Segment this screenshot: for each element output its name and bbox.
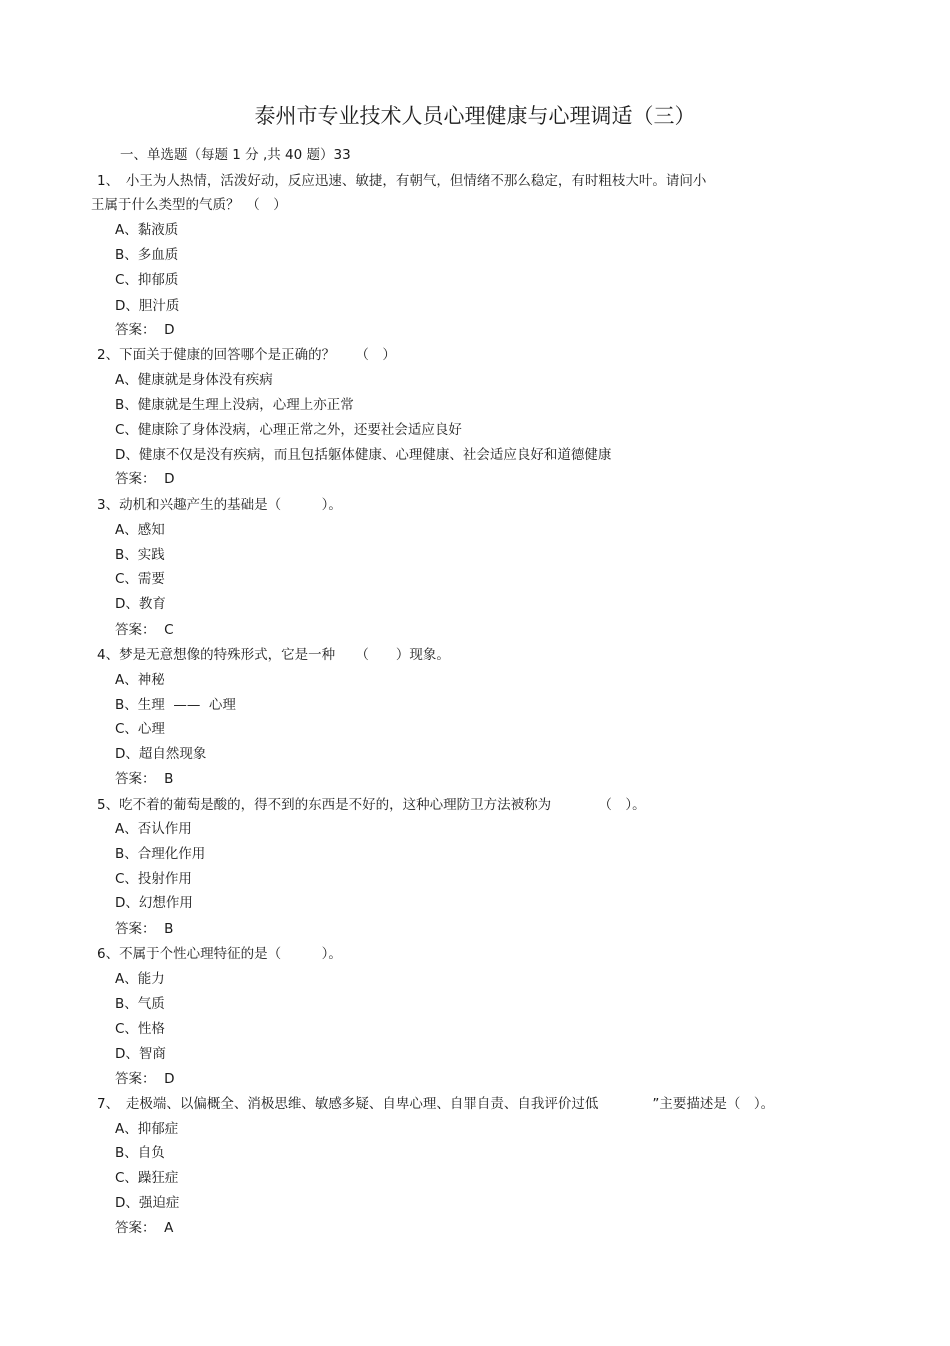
question-3-text: 3、动机和兴趣产生的基础是（ ）。 xyxy=(97,497,342,513)
question-3-option-d: D、教育 xyxy=(115,596,166,612)
question-2-option-a: A、健康就是身体没有疾病 xyxy=(115,372,273,388)
question-4-option-c: C、心理 xyxy=(115,721,165,737)
question-3-option-a: A、感知 xyxy=(115,522,165,538)
question-1-option-a: A、黏液质 xyxy=(115,222,179,238)
question-1-option-d: D、胆汁质 xyxy=(115,298,180,314)
question-5-option-d: D、幻想作用 xyxy=(115,895,193,911)
page-title: 泰州市专业技术人员心理健康与心理调适（三） xyxy=(254,104,696,128)
question-1-option-b: B、多血质 xyxy=(115,247,179,263)
question-5-text: 5、吃不着的葡萄是酸的，得不到的东西是不好的，这种心理防卫方法被称为 （ ）。 xyxy=(97,797,646,813)
question-2-option-d: D、健康不仅是没有疾病，而且包括躯体健康、心理健康、社会适应良好和道德健康 xyxy=(115,447,612,463)
question-5-option-b: B、合理化作用 xyxy=(115,846,206,862)
question-4-option-b: B、生理 —— 心理 xyxy=(115,697,236,713)
question-7-option-b: B、自负 xyxy=(115,1145,165,1161)
question-6-text: 6、不属于个性心理特征的是（ ）。 xyxy=(97,946,342,962)
question-2-option-c: C、健康除了身体没病，心理正常之外，还要社会适应良好 xyxy=(115,422,462,438)
question-5-answer: 答案： B xyxy=(115,921,174,937)
question-1-answer: 答案： D xyxy=(115,322,175,338)
question-3-answer: 答案： C xyxy=(115,622,174,638)
question-3-option-c: C、需要 xyxy=(115,571,165,587)
question-2-text: 2、下面关于健康的回答哪个是正确的？ （ ） xyxy=(97,347,396,363)
question-4-answer: 答案： B xyxy=(115,771,174,787)
question-7-option-a: A、抑郁症 xyxy=(115,1121,179,1137)
question-2-option-b: B、健康就是生理上没病，心理上亦正常 xyxy=(115,397,354,413)
question-7-option-d: D、强迫症 xyxy=(115,1195,180,1211)
question-4-option-a: A、神秘 xyxy=(115,672,165,688)
question-3-option-b: B、实践 xyxy=(115,547,165,563)
question-1-text-line-1: 1、 小王为人热情，活泼好动，反应迅速、敏捷，有朝气，但情绪不那么稳定，有时粗枝大叶。请问小 xyxy=(97,173,707,189)
question-1-option-c: C、抑郁质 xyxy=(115,272,179,288)
question-6-answer: 答案： D xyxy=(115,1071,175,1087)
question-7-option-c: C、躁狂症 xyxy=(115,1170,179,1186)
question-4-text: 4、梦是无意想像的特殊形式，它是一种 （ ）现象。 xyxy=(97,647,450,663)
question-6-option-d: D、智商 xyxy=(115,1046,166,1062)
section-heading: 一、单选题（每题 1 分 ,共 40 题）33 xyxy=(120,147,351,163)
question-1-text-line-2: 王属于什么类型的气质？ （ ） xyxy=(91,197,287,213)
question-7-text: 7、 走极端、以偏概全、消极思维、敏感多疑、自卑心理、自罪自责、自我评价过低 ”主要描述是（ ）。 xyxy=(97,1096,775,1112)
question-7-answer: 答案： A xyxy=(115,1220,174,1236)
question-5-option-a: A、否认作用 xyxy=(115,821,192,837)
question-4-option-d: D、超自然现象 xyxy=(115,746,207,762)
question-6-option-c: C、性格 xyxy=(115,1021,165,1037)
question-5-option-c: C、投射作用 xyxy=(115,871,192,887)
question-2-answer: 答案： D xyxy=(115,471,175,487)
question-6-option-b: B、气质 xyxy=(115,996,165,1012)
question-6-option-a: A、能力 xyxy=(115,971,165,987)
